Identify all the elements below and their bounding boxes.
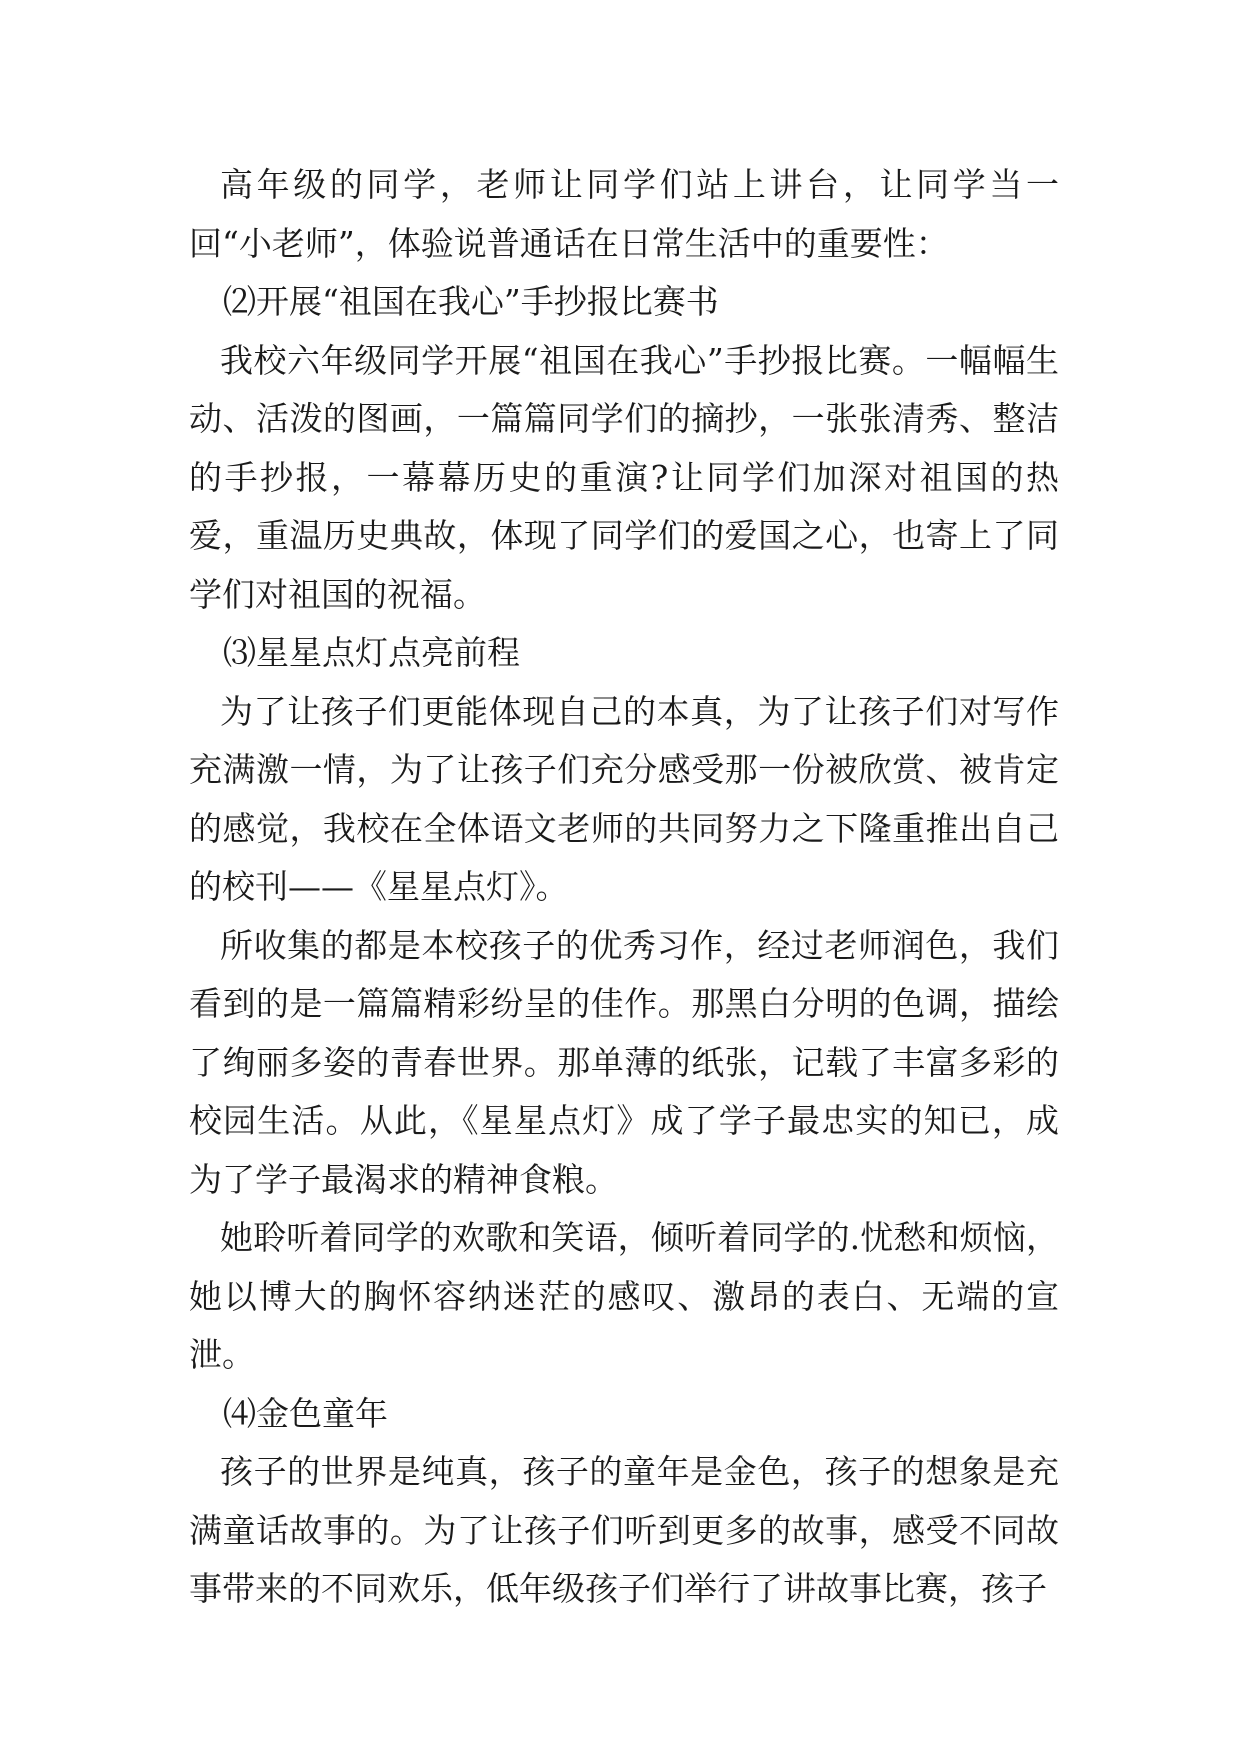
document-body: [189, 156, 1059, 1619]
paragraph-3: 为了让孩子们更能体现自己的本真，为了让孩子们对写作充满激一情，为了让孩子们充分感受那一份被欣赏、被肯定的感觉，我校在全体语文老师的共同努力之下隆重推出自己的校刊——《星星点灯》。: [189, 691, 1059, 906]
section-heading-4: ⑷金色童年: [223, 1393, 388, 1433]
paragraph-6: 孩子的世界是纯真，孩子的童年是金色，孩子的想象是充满童话故事的。为了让孩子们听到更多的故事，感受不同故事带来的不同欢乐，低年级孩子们举行了讲故事比赛，孩子: [189, 1452, 1059, 1608]
paragraph-1: 高年级的同学，老师让同学们站上讲台，让同学当一回“小老师”，体验说普通话在日常生活中的重要性：: [189, 165, 1059, 263]
paragraph-2: 我校六年级同学开展“祖国在我心”手抄报比赛。一幅幅生动、活泼的图画，一篇篇同学们的摘抄，一张张清秀、整洁的手抄报，一幕幕历史的重演?让同学们加深对祖国的热爱，重温历史典故，体现了同学们的爱国之心，也寄上了同学们对祖国的祝福。: [189, 340, 1059, 614]
section-heading-2: ⑵开展“祖国在我心”手抄报比赛书: [223, 282, 719, 321]
paragraph-4: 所收集的都是本校孩子的优秀习作，经过老师润色，我们看到的是一篇篇精彩纷呈的佳作。那黑白分明的色调，描绘了绚丽多姿的青春世界。那单薄的纸张，记载了丰富多彩的校园生活。从此，《星星点灯》成了学子最忠实的知已，成为了学子最渴求的精神食粮。: [189, 925, 1059, 1199]
section-heading-3: ⑶星星点灯点亮前程: [223, 633, 520, 672]
paragraph-5: 她聆听着同学的欢歌和笑语，倾听着同学的.忧愁和烦恼，她以博大的胸怀容纳迷茫的感叹、激昂的表白、无端的宣泄。: [189, 1218, 1059, 1374]
